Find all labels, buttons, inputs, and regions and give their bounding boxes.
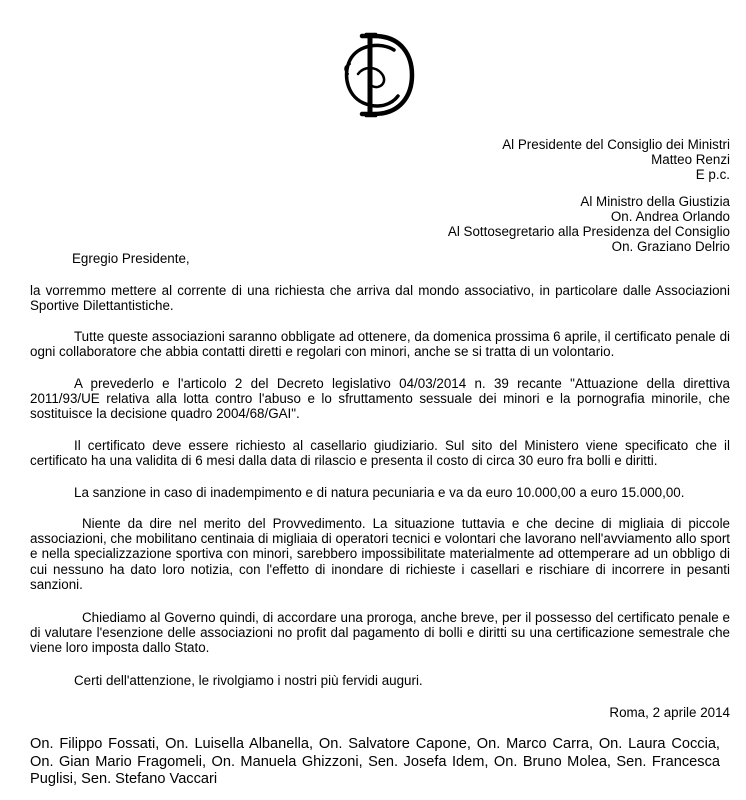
body-paragraph: Niente da dire nel merito del Provvedimento. La situazione tuttavia e che decine di migliaia di piccole associazioni, che mobilitano centinaia di migliaia di operatori tecnici e volontari che lavorano nell'avviamento allo sport e nella specializzazione sportiva con minori, sarebbero impossibilitate materialmente ad ottemperare ad un obbligo di cui nessuno ha dato loro notizia, con l'effetto di inondare di richieste i casellari e rischiare di incorrere in pesanti sanzioni. <box>30 516 730 592</box>
body-paragraph: A prevederlo e l'articolo 2 del Decreto legislativo 04/03/2014 n. 39 recante "Attuazione della direttiva 2011/93/UE relativa alla lotta contro l'abuso e lo sfruttamento sessuale dei minori e la pornografia minorile, che sostituisce la decisione quadro 2004/68/GAI". <box>30 376 730 422</box>
chamber-of-deputies-monogram-logo <box>336 30 420 120</box>
recipient-line: E p.c. <box>695 167 730 182</box>
closing-paragraph: Certi dell'attenzione, le rivolgiamo i nostri più fervidi auguri. <box>74 673 423 688</box>
recipient-line: On. Graziano Delrio <box>611 239 730 254</box>
body-paragraph: Il certificato deve essere richiesto al casellario giudiziario. Sul sito del Ministero viene specificato che il certificato ha una validita di 6 mesi dalla data di rilascio e presenta il costo di circa 30 euro fra bolli e diritti. <box>30 438 730 469</box>
letter-date: Roma, 2 aprile 2014 <box>609 705 730 720</box>
cc-recipient-block <box>448 194 730 254</box>
recipient-line: Matteo Renzi <box>651 152 730 167</box>
recipient-line: Al Sottosegretario alla Presidenza del Consiglio <box>447 224 730 239</box>
body-paragraph: Chiediamo al Governo quindi, di accordare una proroga, anche breve, per il possesso del certificato penale e di valutare l'esenzione delle associazioni no profit dal pagamento di bolli e diritti su una certificazione semestrale che viene loro imposta dallo Stato. <box>30 610 730 656</box>
salutation: Egregio Presidente, <box>72 251 190 266</box>
body-paragraph: la vorremmo mettere al corrente di una richiesta che arriva dal mondo associativo, in particolare dalle Associazioni Sportive Dilettantistiche. <box>30 283 730 314</box>
recipient-block <box>502 137 730 182</box>
recipient-line: Al Presidente del Consiglio dei Ministri <box>502 137 730 152</box>
body-paragraph: Tutte queste associazioni saranno obbligate ad ottenere, da domenica prossima 6 aprile, il certificato penale di ogni collaboratore che abbia contatti diretti e regolari con minori, anche se si tratta di un volontario. <box>30 329 730 360</box>
recipient-line: Al Ministro della Giustizia <box>580 194 730 209</box>
body-paragraph: La sanzione in caso di inadempimento e di natura pecuniaria e va da euro 10.000,00 a euro 15.000,00. <box>74 485 685 500</box>
signatories: On. Filippo Fossati, On. Luisella Albanella, On. Salvatore Capone, On. Marco Carra, On. Laura Coccia, On. Gian Mario Fragomeli, On. Manuela Ghizzoni, Sen. Josefa Idem, On. Bruno Molea, Sen. Francesca Puglisi, Sen. Stefano Vaccari <box>30 736 720 787</box>
recipient-line: On. Andrea Orlando <box>610 209 730 224</box>
